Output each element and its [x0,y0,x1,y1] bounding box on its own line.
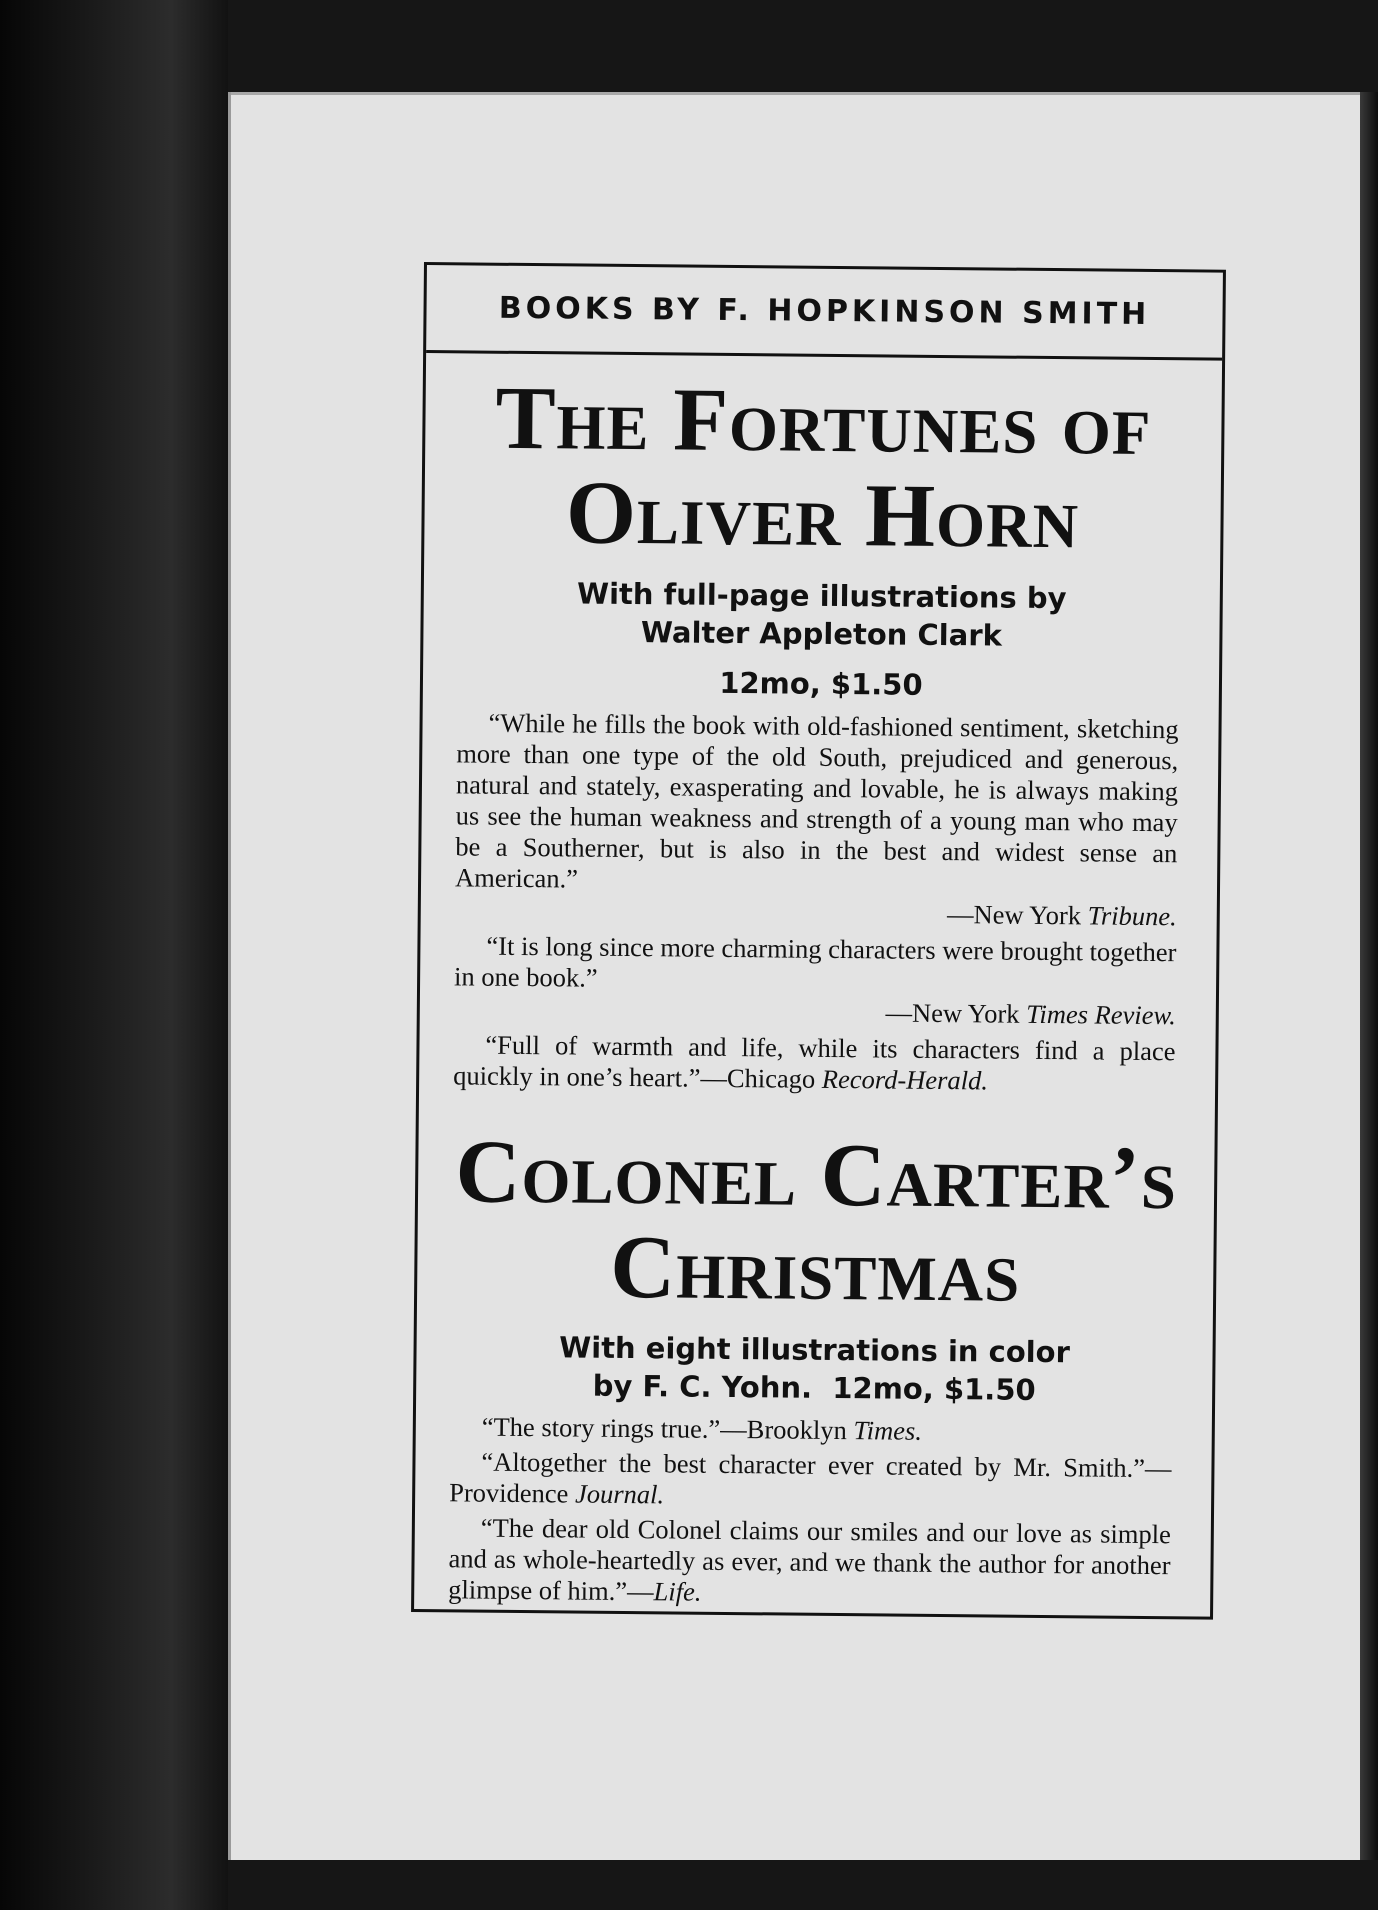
book1-price: 12mo, $1.50 [719,665,923,702]
book2-quote2-text: “Altogether the best character ever created by Mr. Smith.”—Providence [449,1446,1172,1509]
page-edge [1360,92,1378,1860]
book2-quote2-source-title: Journal. [574,1478,665,1510]
book1-title-line2: Oliver Horn [565,463,1080,568]
book2-quote1-text: “The story rings true.”—Brooklyn [481,1411,847,1446]
book2-quote3 [448,1512,1171,1612]
book2-subtitle-line2: by F. C. Yohn. 12mo, $1.50 [592,1368,1036,1407]
book2-quote1 [450,1411,1172,1449]
book1-subtitle-line1: With full-page illustrations by [576,576,1067,616]
book2-quotes [414,1411,1212,1613]
book1-subtitle-line2: Walter Appleton Clark [640,615,1003,653]
book-spine [0,0,228,1910]
book2-quote1-source-title: Times. [853,1415,923,1446]
book2-section [414,1122,1215,1613]
book2-title-line1: Colonel Carter’s [455,1122,1178,1229]
book1-quote2-source [454,992,1176,1032]
book1-quotes [419,707,1219,1099]
book1-quote1: “While he fills the book with old-fashioned sentiment, sketching more than one type of the old South, prejudiced and generous, natural and stately, exasperating and lovable, he is always making us see the human weakness and strength of a young man who may be a Southerner, but is also in the best and widest sense an American.” [454,707,1179,894]
book1-quote1-source-prefix: —New York [946,899,1082,931]
book2-quote3-source-title: Life. [653,1576,702,1607]
book2-title-line2: Christmas [609,1217,1021,1321]
book2-subtitle-line1: With eight illustrations in color [559,1330,1071,1370]
book1-quote2-source-prefix: —New York [885,997,1020,1029]
book1-quote2-source-title: Times Review. [1026,998,1176,1031]
book2-quote2 [449,1446,1172,1515]
ad-header: BOOKS BY F. HOPKINSON SMITH [426,265,1223,361]
book1-quote1-source [455,893,1177,933]
advertisement-box [411,262,1226,1620]
book1-title-line1: The Fortunes of [495,368,1152,474]
book1-section [419,368,1222,1099]
book1-quote2: “It is long since more charming characters were brought together in one book.” [454,930,1177,993]
book1-quote3 [453,1029,1176,1098]
book2-quote3-text: “The dear old Colonel claims our smiles and our love as simple and as whole-heartedly as ever, and we thank the author for another glimpse of him.”— [448,1512,1171,1607]
book1-quote3-text: “Full of warmth and life, while its characters find a place quickly in one’s heart.”—Chicago [453,1029,1176,1094]
book1-quote1-source-title: Tribune. [1087,900,1177,932]
book1-quote3-source-title: Record-Herald. [821,1063,989,1096]
